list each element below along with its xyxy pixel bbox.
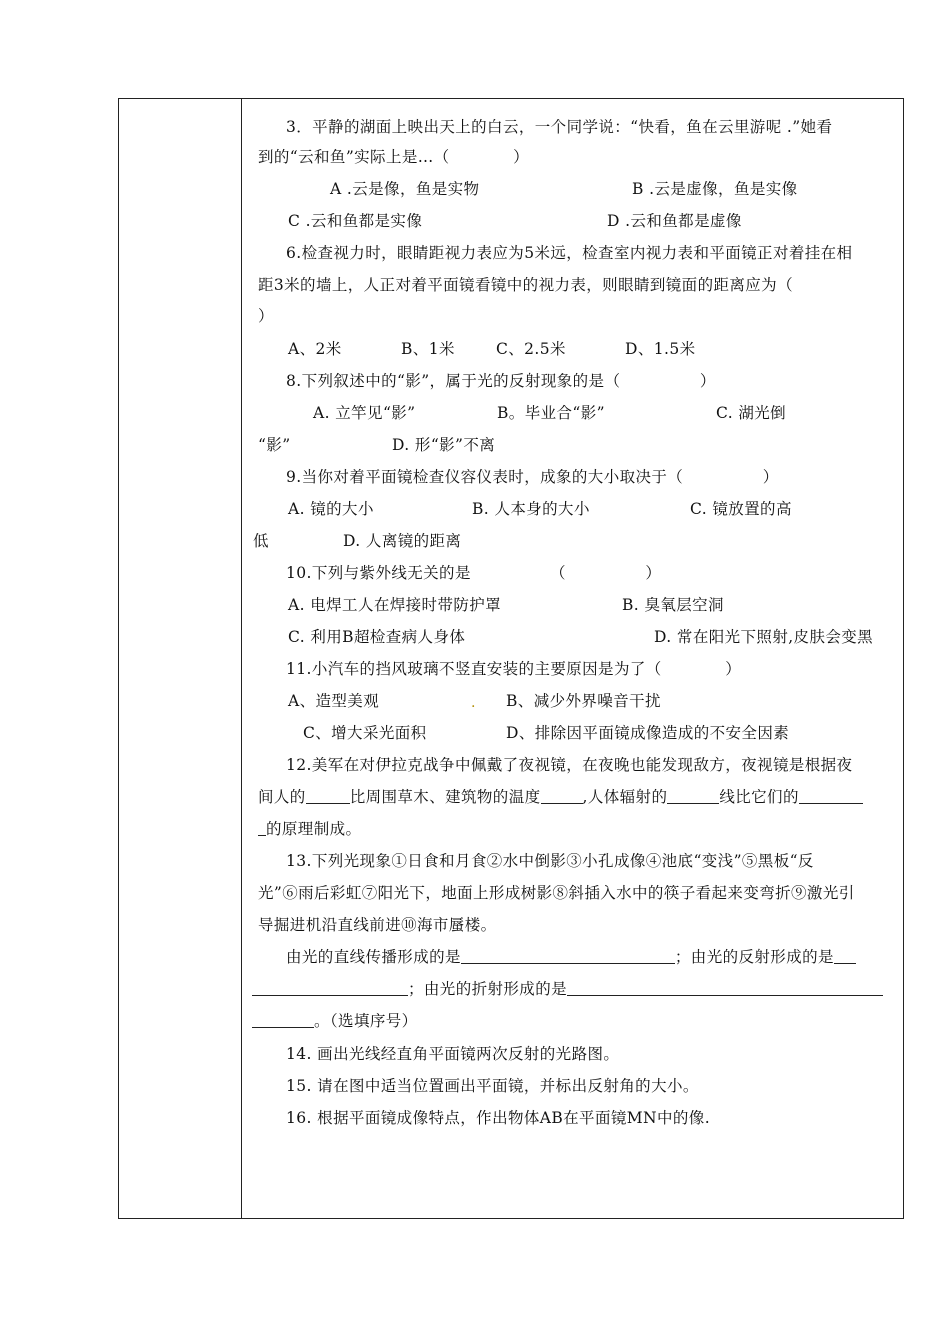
q11-option-b: B、减少外界噪音干扰	[506, 692, 661, 710]
q13-blank-straight[interactable]	[461, 947, 675, 964]
q13-fill-note: 。（选填序号）	[314, 1012, 418, 1030]
question-14: 14. 画出光线经直角平面镜两次反射的光路图。	[286, 1045, 620, 1063]
q13-blank-reflect[interactable]	[834, 947, 856, 964]
q13-fill-line-2	[252, 978, 883, 1000]
q10-option-c: C. 利用B超检查病人身体	[288, 628, 466, 646]
q12-text-d: 线比它们的	[719, 788, 799, 806]
q13-fill-line-1	[286, 946, 856, 968]
q13-blank-reflect-cont[interactable]	[252, 979, 408, 996]
q10-option-b: B. 臭氧层空洞	[622, 596, 724, 614]
q9-option-d: D. 人离镜的距离	[343, 532, 462, 550]
q10-option-a: A. 电焊工人在焊接时带防护罩	[288, 596, 502, 614]
q6-line-1: 6.检查视力时，眼睛距视力表应为5米远，检查室内视力表和平面镜正对着挂在相	[286, 244, 853, 262]
q13-line-1: 13.下列光现象①日食和月食②水中倒影③小孔成像④池底“变浅”⑤黑板“反	[286, 852, 814, 870]
q8-line-1: 8.下列叙述中的“影”，属于光的反射现象的是（ ）	[286, 372, 716, 390]
q13-blank-refract[interactable]	[567, 979, 883, 996]
q12-text-c: ,人体辐射的	[582, 788, 668, 806]
q3-option-d: D .云和鱼都是虚像	[607, 212, 742, 230]
q12-line-3	[258, 818, 361, 840]
q6-line-2: 距3米的墙上，人正对着平面镜看镜中的视力表，则眼睛到镜面的距离应为（	[258, 276, 793, 294]
q8-option-c-cont: “影”	[258, 436, 291, 454]
q9-option-c: C. 镜放置的高	[690, 500, 792, 518]
q12-blank-1[interactable]	[306, 787, 350, 804]
q3-line-1: 3．平静的湖面上映出天上的白云，一个同学说：“快看，鱼在云里游呢 .”她看	[286, 118, 833, 136]
q11-option-a: A、造型美观	[288, 692, 380, 710]
q6-option-b: B、1米	[401, 340, 455, 358]
q6-option-a: A、2米	[288, 340, 342, 358]
q8-option-d: D. 形“影”不离	[392, 436, 496, 454]
q3-option-b: B .云是虚像，鱼是实像	[632, 180, 798, 198]
q6-option-d: D、1.5米	[625, 340, 696, 358]
column-divider	[241, 98, 242, 1219]
q9-line-1: 9.当你对着平面镜检查仪容仪表时，成象的大小取决于（ ）	[286, 468, 779, 486]
q13-fill-1-label: 由光的直线传播形成的是	[286, 948, 461, 966]
q10-line-1: 10.下列与紫外线无关的是	[286, 564, 471, 582]
q8-option-a: A. 立竿见“影”	[313, 404, 416, 422]
q10-paren: （ ）	[550, 564, 662, 582]
q12-text-a: 间人的	[258, 788, 306, 806]
stray-dot: .	[471, 695, 476, 711]
q12-text-b: 比周围草木、建筑物的温度	[349, 788, 541, 806]
q11-option-c: C、增大采光面积	[303, 724, 427, 742]
q13-fill-2-label: ；由光的反射形成的是	[674, 948, 834, 966]
q8-option-c: C. 湖光倒	[716, 404, 787, 422]
q12-blank-4[interactable]	[799, 787, 863, 804]
q12-blank-3[interactable]	[667, 787, 719, 804]
question-16: 16. 根据平面镜成像特点，作出物体AB在平面镜MN中的像.	[286, 1109, 711, 1127]
q11-line-1: 11.小汽车的挡风玻璃不竖直安装的主要原因是为了（ ）	[286, 660, 742, 678]
q12-blank-4-cont[interactable]	[258, 819, 266, 836]
q13-fill-3-label: ；由光的折射形成的是	[408, 980, 568, 998]
q13-line-3: 导掘进机沿直线前进⑩海市蜃楼。	[258, 916, 497, 934]
q6-option-c: C、2.5米	[496, 340, 566, 358]
q13-line-2: 光”⑥雨后彩虹⑦阳光下，地面上形成树影⑧斜插入水中的筷子看起来变弯折⑨激光引	[258, 884, 855, 902]
q12-line-1: 12.美军在对伊拉克战争中佩戴了夜视镜，在夜晚也能发现敌方，夜视镜是根据夜	[286, 756, 853, 774]
q8-option-b: B。毕业合“影”	[497, 404, 605, 422]
q9-option-c-cont: 低	[253, 532, 269, 550]
q3-option-a: A .云是像，鱼是实物	[330, 180, 480, 198]
q13-blank-refract-cont[interactable]	[252, 1011, 314, 1028]
q6-line-3: ）	[258, 307, 274, 325]
q10-option-d: D. 常在阳光下照射,皮肤会变黑	[654, 628, 874, 646]
q12-line-2	[258, 786, 863, 808]
q3-line-2: 到的“云和鱼”实际上是…（ ）	[258, 148, 530, 166]
q12-blank-2[interactable]	[541, 787, 583, 804]
q9-option-b: B. 人本身的大小	[472, 500, 590, 518]
q12-text-e: 的原理制成。	[266, 820, 362, 838]
q11-option-d: D、排除因平面镜成像造成的不安全因素	[506, 724, 790, 742]
q3-option-c: C .云和鱼都是实像	[288, 212, 423, 230]
question-15: 15. 请在图中适当位置画出平面镜，并标出反射角的大小。	[286, 1077, 699, 1095]
q9-option-a: A. 镜的大小	[288, 500, 374, 518]
q13-fill-line-3	[252, 1010, 418, 1032]
